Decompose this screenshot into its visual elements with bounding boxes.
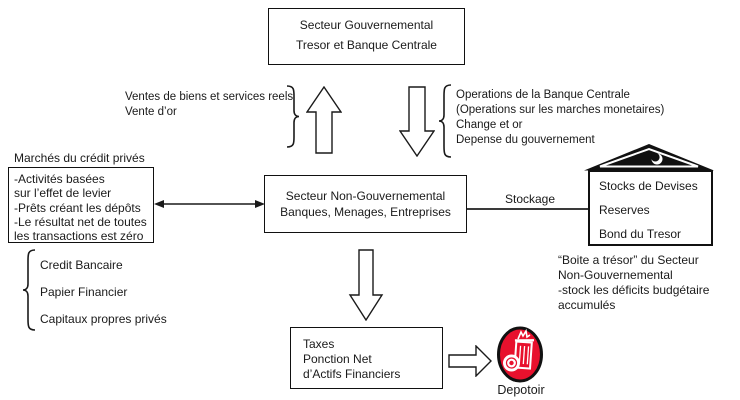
government-sector-title: Secteur Gouvernemental: [299, 18, 434, 32]
down-block-arrow-icon: [348, 249, 384, 321]
non-government-sector-title: Secteur Non-Gouvernemental: [285, 189, 446, 203]
up-flow-label: [125, 90, 293, 120]
down-flow-line: Operations de la Banque Centrale: [456, 89, 630, 101]
treasure-note: [558, 253, 709, 313]
up-flow-line: Vente d’or: [125, 106, 177, 118]
private-credit-markets-label: Marchés du crédit privés: [14, 151, 145, 165]
government-sector-subtitle: Tresor et Banque Centrale: [296, 38, 437, 52]
credit-instruments-item: Credit Bancaire: [40, 258, 123, 272]
taxes-box: [290, 327, 443, 389]
down-flow-line: (Operations sur les marches monetaires): [456, 104, 665, 116]
down-flow-line: Change et or: [456, 119, 523, 131]
private-credit-line: -Le résultat net de toutes: [14, 214, 147, 229]
curly-brace-close-icon: [286, 85, 300, 148]
taxes-box-line: d’Actifs Financiers: [303, 367, 401, 381]
right-block-arrow-icon: [448, 345, 492, 377]
curly-brace-open-icon: [22, 249, 36, 331]
stockage-connector-line: [467, 208, 588, 210]
private-credit-line: -Activités basées: [14, 172, 105, 186]
treasure-note-line: accumulés: [558, 298, 616, 312]
stockage-label: Stockage: [505, 192, 556, 206]
depotoir-label: Depotoir: [497, 383, 545, 397]
up-block-arrow-icon: [306, 86, 342, 154]
government-sector-box: [268, 8, 465, 65]
treasure-box: [588, 170, 713, 246]
taxes-box-line: Ponction Net: [303, 352, 372, 366]
private-credit-line: les transactions est zéro: [14, 229, 144, 244]
treasure-box-line: Stocks de Devises: [599, 179, 698, 193]
down-block-arrow-icon: [399, 86, 435, 157]
treasure-roof-icon: [584, 144, 714, 171]
treasure-box-line: Bond du Tresor: [599, 227, 682, 241]
credit-instruments-item: Papier Financier: [40, 285, 128, 299]
double-arrow-icon: [154, 197, 265, 211]
credit-instruments-item: Capitaux propres privés: [40, 312, 167, 326]
taxes-box-line: Taxes: [303, 337, 335, 351]
down-flow-label: [456, 88, 664, 148]
treasure-box-line: Reserves: [599, 203, 650, 217]
treasure-note-line: “Boite a trésor” du Secteur: [558, 253, 699, 267]
non-government-sector-subtitle: Banques, Menages, Entreprises: [280, 205, 451, 219]
non-government-sector-box: [264, 175, 467, 233]
private-credit-line: sur l’effet de levier: [14, 186, 112, 201]
treasure-note-line: Non-Gouvernemental: [558, 268, 673, 282]
depot-trash-icon: [496, 326, 544, 384]
private-credit-line: -Prêts créant les dépôts: [14, 200, 141, 215]
treasure-note-line: -stock les déficits budgétaire: [558, 283, 710, 297]
down-flow-line: Depense du gouvernement: [456, 134, 595, 146]
curly-brace-open-icon: [438, 84, 452, 158]
private-credit-box: [8, 167, 154, 243]
credit-instruments-list: [40, 252, 167, 333]
up-flow-line: Ventes de biens et services reels: [125, 91, 294, 103]
